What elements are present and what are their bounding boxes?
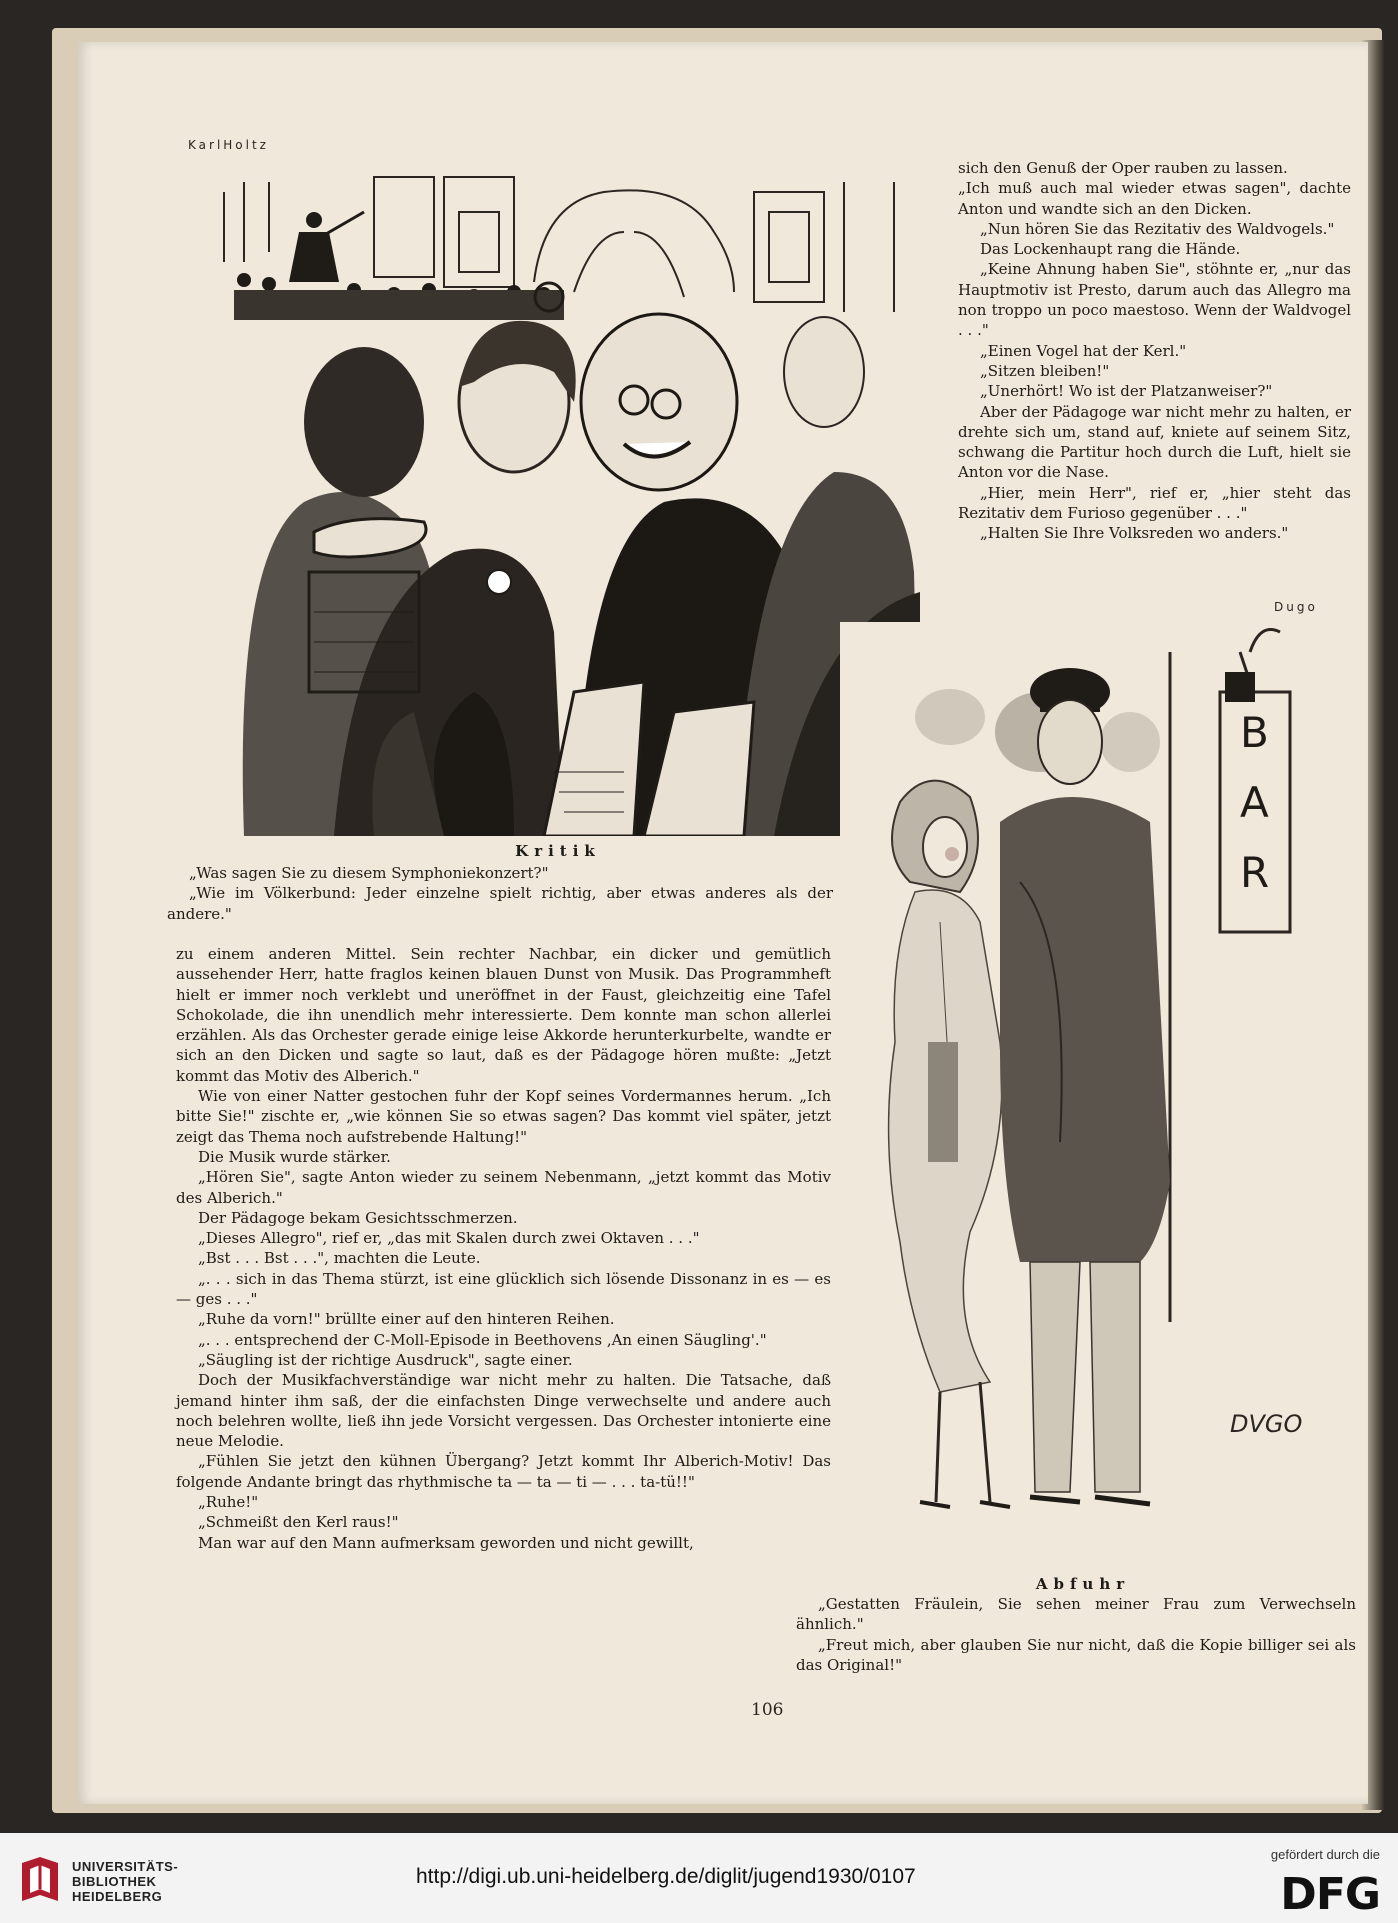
paragraph: Doch der Musikfachverständige war nicht mehr zu halten. Die Tatsache, daß jemand hinter ihm saß, der die einfachsten Dinge verwechselte und andere auch noch belehren wollte, ließ ihn jede Vorsicht vergessen. Das Orchester intonierte eine neue Melodie.: [176, 1371, 831, 1451]
paragraph: sich den Genuß der Oper rauben zu lassen.: [958, 159, 1288, 177]
paragraph: Man war auf den Mann aufmerksam geworden und nicht gewillt,: [198, 1533, 694, 1552]
paragraph: Der Pädagoge bekam Gesichtsschmerzen.: [198, 1208, 518, 1227]
source-url-link[interactable]: http://digi.ub.uni-heidelberg.de/diglit/jugend1930/0107: [416, 1865, 916, 1888]
left-column-story: [176, 944, 831, 1553]
page-number: 106: [751, 1700, 784, 1720]
bar-sign-letter-r: R: [1240, 848, 1270, 897]
bar-sign-letter-b: B: [1240, 708, 1269, 757]
left-cartoon-caption: [167, 863, 833, 924]
right-column-text: [958, 158, 1351, 544]
artist-signature: DVGO: [1230, 1410, 1303, 1438]
paragraph: „Ruhe da vorn!" brüllte einer auf den hinteren Reihen.: [198, 1310, 615, 1329]
paragraph: „Schmeißt den Kerl raus!": [198, 1513, 399, 1532]
library-name: UNIVERSITÄTS- BIBLIOTHEK HEIDELBERG: [72, 1859, 179, 1904]
bar-couple-illustration: [840, 622, 1352, 1572]
right-cartoon-caption: [796, 1594, 1356, 1675]
paragraph: „Sitzen bleiben!": [980, 361, 1110, 380]
caption-line-answer: „Wie im Völkerbund: Jeder einzelne spielt richtig, aber etwas anderes als der andere.": [167, 884, 833, 923]
paragraph: „Dieses Allegro", rief er, „das mit Skalen durch zwei Oktaven . . .": [198, 1229, 700, 1248]
paragraph: zu einem anderen Mittel. Sein rechter Nachbar, ein dicker und gemütlich aussehender Herr, hatte fraglos keinen blauen Dunst von Musik. Das Programmheft hielt er immer noch verklebt und uneröffnet in der Faust, gleichzeitig eine Tafel Schokolade, die ihn unendlich mehr interessierte. Dem konnte man schon allerlei erzählen. Als das Orchester gerade einige leise Akkorde herunterkurbelte, wandte er sich an den Dicken und sagte so laut, daß es der Pädagoge hören mußte: „Jetzt kommt das Motiv des Alberich.": [176, 945, 831, 1085]
paragraph: „Nun hören Sie das Rezitativ des Waldvogels.": [980, 219, 1335, 238]
paragraph: „Hören Sie", sagte Anton wieder zu seinem Nebenmann, „jetzt kommt das Motiv des Alberich.": [176, 1168, 831, 1207]
paragraph: „. . . sich in das Thema stürzt, ist eine glücklich sich lösende Dissonanz in es — es — ges . . .": [176, 1269, 831, 1309]
paragraph: „Keine Ahnung haben Sie", stöhnte er, „nur das Hauptmotiv ist Presto, darum auch das Allegro ma non troppo un poco maestoso. Wenn der Waldvogel . . .": [958, 260, 1351, 340]
paragraph: „Hier, mein Herr", rief er, „hier steht das Rezitativ dem Furioso gegenüber . . .": [958, 483, 1351, 523]
artist-credit-left: KarlHoltz: [188, 138, 269, 152]
bar-sign-letter-a: A: [1240, 778, 1269, 827]
digitization-footer: [0, 1833, 1398, 1923]
right-cartoon-title: Abfuhr: [1035, 1575, 1131, 1593]
paragraph: „Fühlen Sie jetzt den kühnen Übergang? Jetzt kommt Ihr Alberich-Motiv! Das folgende Andante bringt das rhythmische ta — ta — ti — . . . ta-tü!!": [176, 1452, 831, 1491]
funded-by-text: gefördert durch die: [1270, 1847, 1380, 1862]
caption-line-compliment: „Gestatten Fräulein, Sie sehen meiner Frau zum Verwechseln ähnlich.": [796, 1595, 1356, 1634]
paragraph: „Halten Sie Ihre Volksreden wo anders.": [980, 524, 1289, 543]
caption-line-retort: „Freut mich, aber glauben Sie nur nicht, daß die Kopie billiger sei als das Original!": [796, 1635, 1356, 1674]
artist-credit-right: Dugo: [1274, 600, 1318, 614]
paragraph: „Säugling ist der richtige Ausdruck", sagte einer.: [198, 1350, 573, 1369]
paragraph: Aber der Pädagoge war nicht mehr zu halten, er drehte sich um, stand auf, kniete auf seinem Sitz, schwang die Partitur hoch durch die Luft, hielt sie Anton vor die Nase.: [958, 402, 1351, 482]
paragraph: „Ich muß auch mal wieder etwas sagen", dachte Anton und wandte sich an den Dicken.: [958, 179, 1351, 218]
paragraph: „. . . entsprechend der C-Moll-Episode in Beethovens ‚An einen Säugling'.": [198, 1330, 767, 1349]
paragraph: „Ruhe!": [198, 1493, 259, 1512]
paragraph: Wie von einer Natter gestochen fuhr der Kopf seines Vordermannes herum. „Ich bitte Sie!" zischte er, „wie können Sie so etwas sagen? Das kommt viel später, jetzt zeigt das Thema noch aufstrebende Haltung!": [176, 1087, 831, 1146]
paragraph: Das Lockenhaupt rang die Hände.: [980, 240, 1241, 259]
left-cartoon-title: Kritik: [515, 842, 601, 860]
caption-line-question: „Was sagen Sie zu diesem Symphoniekonzert?": [189, 864, 549, 882]
library-logo-icon: [18, 1855, 62, 1905]
paragraph: Die Musik wurde stärker.: [198, 1147, 391, 1166]
paragraph: „Unerhört! Wo ist der Platzanweiser?": [980, 382, 1273, 401]
paragraph: „Bst . . . Bst . . .", machten die Leute.: [198, 1249, 481, 1268]
concert-illustration: [214, 172, 920, 836]
dfg-logo: DFG: [1280, 1869, 1380, 1920]
magazine-page: [78, 42, 1368, 1804]
paragraph: „Einen Vogel hat der Kerl.": [980, 341, 1187, 360]
